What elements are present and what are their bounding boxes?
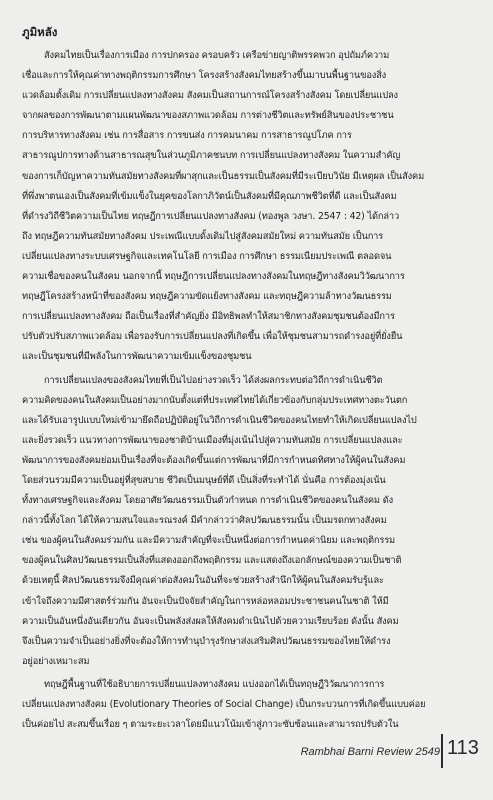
text-line: และได้รับเอารูปแบบใหม่เข้ามายึดถือปฏิบัติอยู่ในวิถีการดำเนินชีวิตของคนไทยทำให้เกิดเปลี่ยนแปลงไป xyxy=(22,414,417,426)
text-line: ทฤษฎีโครงสร้างหน้าที่ของสังคม ทฤษฎีความขัดแย้งทางสังคม และทฤษฎีความล้าทางวัฒนธรรม xyxy=(22,291,392,303)
text-line: สังคมไทยเป็นเรื่องการเมือง การปกครอง ครอบครัว เครือข่ายญาติพรรคพวก อุปถัมภ์ความ xyxy=(44,50,390,61)
text-line: การเปลี่ยนแปลงทางสังคม ถือเป็นเรื่องที่สำคัญยิ่ง มีอิทธิพลทำให้สมาชิกทางสังคมชุมชนต้องมีการ xyxy=(22,311,395,323)
text-line: เช่น ของผู้คนในสังคมร่วมกัน และมีความสำคัญที่จะเป็นหนึ่งต่อการกำหนดค่านิยม และพฤติกรรม xyxy=(22,535,396,547)
text-line: อยู่อย่างเหมาะสม xyxy=(22,655,90,667)
text-line: ที่พึ่งพาตนเองเป็นสังคมที่เข้มแข็งในยุคของโลกาภิวัตน์เป็นสังคมที่มีคุณภาพชีวิตที่ดี และเป็นสังคม xyxy=(22,190,397,202)
text-line: เชื่อและการให้คุณค่าทางพฤติกรรมการศึกษา โครงสร้างสังคมไทยสร้างขึ้นมาบนพื้นฐานของสิ่ง xyxy=(22,70,387,82)
text-line: แวดล้อมตั้งเดิม การเปลี่ยนแปลงทางสังคม สังคมเป็นสถานการณ์โครงสร้างสังคม โดยเปลี่ยนแปลง xyxy=(22,90,398,102)
text-line: ความคิดของคนในสังคมเป็นอย่างมากนับตั้งแต่ที่ประเทศไทยได้เกี่ยวข้องกับกลุ่มประเทศทางตะวันตก xyxy=(22,394,408,406)
text-line: พัฒนาการของสังคมย่อมเป็นเรื่องที่จะต้องเกิดขึ้นแต่การพัฒนาที่มีการกำหนดทิศทางให้ผู้คนในสังคม xyxy=(22,454,406,466)
text-line: ทฤษฎีพื้นฐานที่ใช้อธิบายการเปลี่ยนแปลงทางสังคม แบ่งออกได้เป็นทฤษฎีวิวัฒนาการการ xyxy=(44,678,385,690)
text-line: สาธารณูปการทางด้านสาธารณสุขในส่วนภูมิภาคชนบท การเปลี่ยนแปลงทางสังคม ในความสำคัญ xyxy=(22,150,401,162)
paragraph xyxy=(22,371,480,672)
text-line: เปลี่ยนแปลงทางสังคม (Evolutionary Theories of Social Change) เป็นกระบวนการที่เกิดขึ้นแบบค่อย xyxy=(22,699,426,710)
text-line: การเปลี่ยนแปลงของสังคมไทยที่เป็นไปอย่างรวดเร็ว ได้ส่งผลกระทบต่อวิถีการดำเนินชีวิต xyxy=(44,374,383,386)
text-line: ถึง ทฤษฎีความทันสมัยทางสังคม ประเพณีแบบดั้งเดิมไปสู่สังคมสมัยใหม่ ความทันสมัย เป็นการ xyxy=(22,230,384,242)
text-line: ของผู้คนในศิลปวัฒนธรรมเป็นสิ่งที่แสดงออกถึงพฤติกรรม และแสดงถึงเอกลักษณ์ของความเป็นชาติ xyxy=(22,555,402,567)
text-line: ที่ดำรงวิถีชีวิตความเป็นไทย ทฤษฎีการเปลี่ยนแปลงทางสังคม (ทองพูล วงษา. 2547 : 42) ได้กล่าว xyxy=(22,210,400,222)
text-line: และเป็นชุมชนที่มีพลังในการพัฒนาความเข้มแข็งของชุมชน xyxy=(22,351,252,363)
text-line: เป็นค่อยไป สะสมขึ้นเรื่อย ๆ ตามระยะเวลาโดยมีแนวโน้มเข้าสู่ภาวะซับซ้อนและสามารถปรับตัวใน xyxy=(22,719,399,731)
text-line: กล่าวนี้ทั้งโลก ได้ให้ความสนใจและรณรงค์ มีคำกล่าวว่าศิลปวัฒนธรรมนั้น เป็นมรดกทางสังคม xyxy=(22,515,387,527)
section-heading: ภูมิหลัง xyxy=(22,25,58,39)
text-line: ของการเก็บัญหาความทันสมัยทางสังคมที่ผาสุกและเป็นธรรมเป็นสังคมที่มีระเบียบวินัย มีเหตุผล เป็นสังคม xyxy=(22,170,425,182)
footer-divider xyxy=(441,734,443,768)
text-line: โดยส่วนรวมมีความเป็นอยู่ที่สุขสบาย ชีวิตเป็นมนุษย์ที่ดี เป็นสิ่งที่ระทำได้ นั่นคือ การต้องมุ่งเน้น xyxy=(22,474,386,486)
paragraph xyxy=(22,675,480,735)
text-line: จากผลของการพัฒนาตามแผนพัฒนาของสภาพแวดล้อม การต่างชีวิตและทรัพย์สินของประชาชน xyxy=(22,110,394,122)
text-line: ปรับตัวปรับสภาพแวดล้อม เพื่อรองรับการเปลี่ยนแปลงที่เกิดขึ้น เพื่อให้ชุมชนสามารถดำรงอยู่ที่ยั่งยืน xyxy=(22,331,403,343)
text-line: ด้วยเหตุนี้ ศิลปวัฒนธรรมจึงมีคุณค่าต่อสังคมในอันที่จะช่วยสร้างสำนึกให้ผู้คนในสังคมรับรู้และ xyxy=(22,575,384,587)
body-text xyxy=(22,46,480,738)
text-line: การบริหารทางสังคม เช่น การสื่อสาร การขนส่ง การคมนาคม การสาธารณูปโภค การ xyxy=(22,130,352,142)
text-line: และยิ่งรวดเร็ว แนวทางการพัฒนาของชาติบ้านเมืองที่มุ่งเน้นไปสู่ความทันสมัย การเปลี่ยนแปลงและ xyxy=(22,434,403,446)
text-line: ความเป็นอันหนึ่งอันเดียวกัน อันจะเป็นพลังส่งผลให้สังคมดำเนินไปด้วยความเรียบร้อย ดังนั้น สังคม xyxy=(22,615,399,627)
text-line: ความเชื่อของคนในสังคม นอกจากนี้ ทฤษฎีการเปลี่ยนแปลงทางสังคมในทฤษฎีทางสังคมวิวัฒนาการ xyxy=(22,271,405,283)
journal-name: Rambhai Barni Review 2549 xyxy=(300,746,440,758)
text-line: ทั้งทางเศรษฐกิจและสังคม โดยอาศัยวัฒนธรรมเป็นตัวกำหนด การดำเนินชีวิตของคนในสังคม ดัง xyxy=(22,495,393,507)
text-line: จึงเป็นความจำเป็นอย่างยิ่งที่จะต้องให้การทำนุบำรุงรักษาส่งเสริมศิลปวัฒนธรรมของไทยให้ดำรง xyxy=(22,635,391,647)
text-line: เปลี่ยนแปลงทางระบบเศรษฐกิจและเทคโนโลยี การเมือง การศึกษา ธรรมเนียมประเพณี ตลอดจน xyxy=(22,250,392,262)
text-line: เข้าใจถึงความมีศาสตร์ร่วมกัน อันจะเป็นปัจจัยสำคัญในการหล่อหลอมประชาชนคนในชาติ ให้มี xyxy=(22,595,389,607)
paragraph xyxy=(22,46,480,368)
page-number: 113 xyxy=(447,737,479,759)
